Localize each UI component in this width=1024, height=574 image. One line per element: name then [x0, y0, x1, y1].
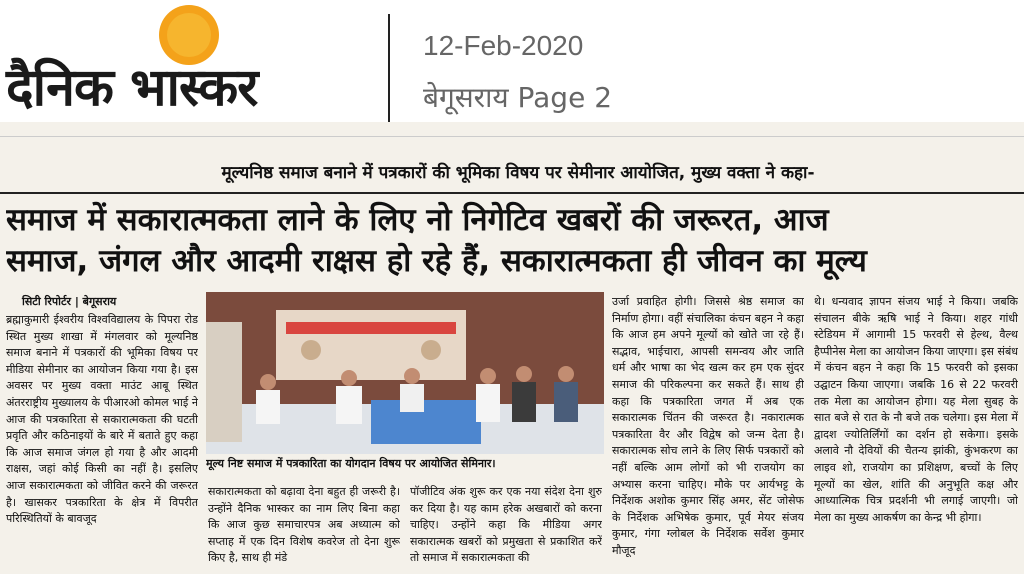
article-kicker: मूल्यनिष्ठ समाज बनाने में पत्रकारों की भूमिका विषय पर सेमीनार आयोजित, मुख्य वक्ता ने कहा-: [221, 163, 815, 183]
article-column-4: उर्जा प्रवाहित होगी। जिससे श्रेष्ठ समाज का निर्माण होगा। वहीं संचालिका कंचन बहन ने कहा कि आज हम अपने मूल्यों को खोते जा रहे हैं। सद्भाव, भाईचारा, आपसी समन्वय और जाति धर्म और भाषा का भेद खत्म कर हम एक सुंदर समाज की परिकल्पना कर सकते हैं। साथ ही कहा कि पत्रकारिता जगत में अब एक सकारात्मक चिंतन की जरूरत है। नकारात्मक पत्रकारिता वैर और विद्वेष को जन्म देता है। सकारात्मक सोच लाने के लिए सिर्फ पत्रकारों को नहीं बल्कि आम लोगों को भी राजयोग का अभ्यास करना चाहिए। मौके पर आर्यभट्ट के निर्देशक अशोक कुमार सिंह अमर, सेंट जोसेफ के निर्देशक अभिषेक कुमार, पूर्व मेयर संजय कुमार, गंगा ग्लोबल के निर्देशक सर्वेश कुमार मौजूद: [612, 295, 804, 557]
headline-rule: [0, 192, 1024, 194]
article-byline: सिटी रिपोर्टर | बेगूसराय: [22, 295, 117, 308]
cut-text-strip: [0, 122, 1024, 137]
article-column-3: पॉजीटिव अंक शुरू कर एक नया संदेश देना शुरु कर दिया है। यह काम हरेक अखबारों को करना चाहिए। उन्होंने कहा कि मीडिया अगर सकारात्मक खबरों को प्रमुखता से प्रकाशित करें तो समाज में सकारात्मकता की: [410, 485, 602, 565]
edition-page: बेगूसराय Page 2: [423, 81, 613, 114]
article-headline: [6, 200, 1018, 282]
headline-line-1: समाज में सकारात्मकता लाने के लिए नो निगेटिव खबरों की जरूरत, आज: [6, 202, 829, 238]
headline-line-2: समाज, जंगल और आदमी राक्षस हो रहे हैं, सकारात्मकता ही जीवन का मूल्य: [6, 243, 867, 279]
seminar-photo: [206, 292, 604, 454]
article-column-2: सकारात्मकता को बढ़ावा देना बहुत ही जरूरी है। उन्होंने दैनिक भास्कर का नाम लिए बिना कहा कि आज कुछ समाचारपत्र अब अध्यात्म को सप्ताह में एक दिन विशेष कवरेज तो देना शुरू किए है, साथ ही मंडे: [208, 485, 400, 565]
article-column-1: ब्रह्माकुमारी ईश्वरीय विश्वविद्यालय के पिपरा रोड स्थित मुख्य शाखा में मंगलवार को मूल्यनिष्ठ समाज बनाने में पत्रकारों की भूमिका विषय पर मीडिया सेमीनार का आयोजन किया गया है। इस अवसर पर मुख्य वक्ता माउंट आबू स्थित अंतरराष्ट्रीय मुख्यालय के पीआरओ कोमल भाई ने आज की पत्रकारिता से सकारात्मकता की घटती प्रवृति और कठिनाइयों के बारे में बताते हुए कहा कि आज समाज जंगल हो गया है और आदमी राक्षस, जहां कोई किसी का नहीं है। इसलिए आज सकारात्मकता को जीवित करने की जरूरत है। खासकर पत्रकारिता के क्षेत्र में विपरीत परिस्थितियों के बावजूद: [6, 313, 198, 526]
masthead: [0, 0, 1024, 128]
photo-caption: मूल्य निष्ट समाज में पत्रकारिता का योगदान विषय पर आयोजित सेमिनार।: [206, 457, 496, 470]
article-column-5: थे। धन्यवाद ज्ञापन संजय भाई ने किया। जबकि संचालन बीके ऋषि भाई ने किया। शहर गांधी स्टेडियम में आगामी 15 फरवरी से हेल्थ, वैल्थ हैप्पीनेस मेला का आयोजन किया जाएगा। इस संबंध में कंचन बहन ने कहा कि 15 फरवरी को इसका उद्घाटन किया जाएगा। जबकि 16 से 22 फरवरी तक मेला का आयोजन होगा। यह मेला सुबह के सात बजे से रात के नौ बजे तक चलेगा। इस मेला में द्वादश ज्योतिर्लिंगों का दर्शन हो सकेगा। इसके अलावे नौ देवियों की चैतन्य झांकी, कुंभकरण का लाइव शो, राजयोग का प्रशिक्षण, बच्चों के लिए मूल्यों का खेल, शांति की अनुभूति कक्ष और आध्यात्मिक चित्र प्रदर्शनी भी लगाई जाएगी। जो मेला का मुख्य आकर्षण का केन्द्र भी होगा।: [814, 295, 1018, 524]
masthead-divider: [388, 14, 390, 122]
newspaper-clipping: [0, 122, 1024, 574]
seminar-photo-illustration: [206, 292, 604, 454]
edition-date: 12-Feb-2020: [423, 30, 584, 61]
newspaper-logo: दैनिक भास्कर: [6, 58, 258, 118]
